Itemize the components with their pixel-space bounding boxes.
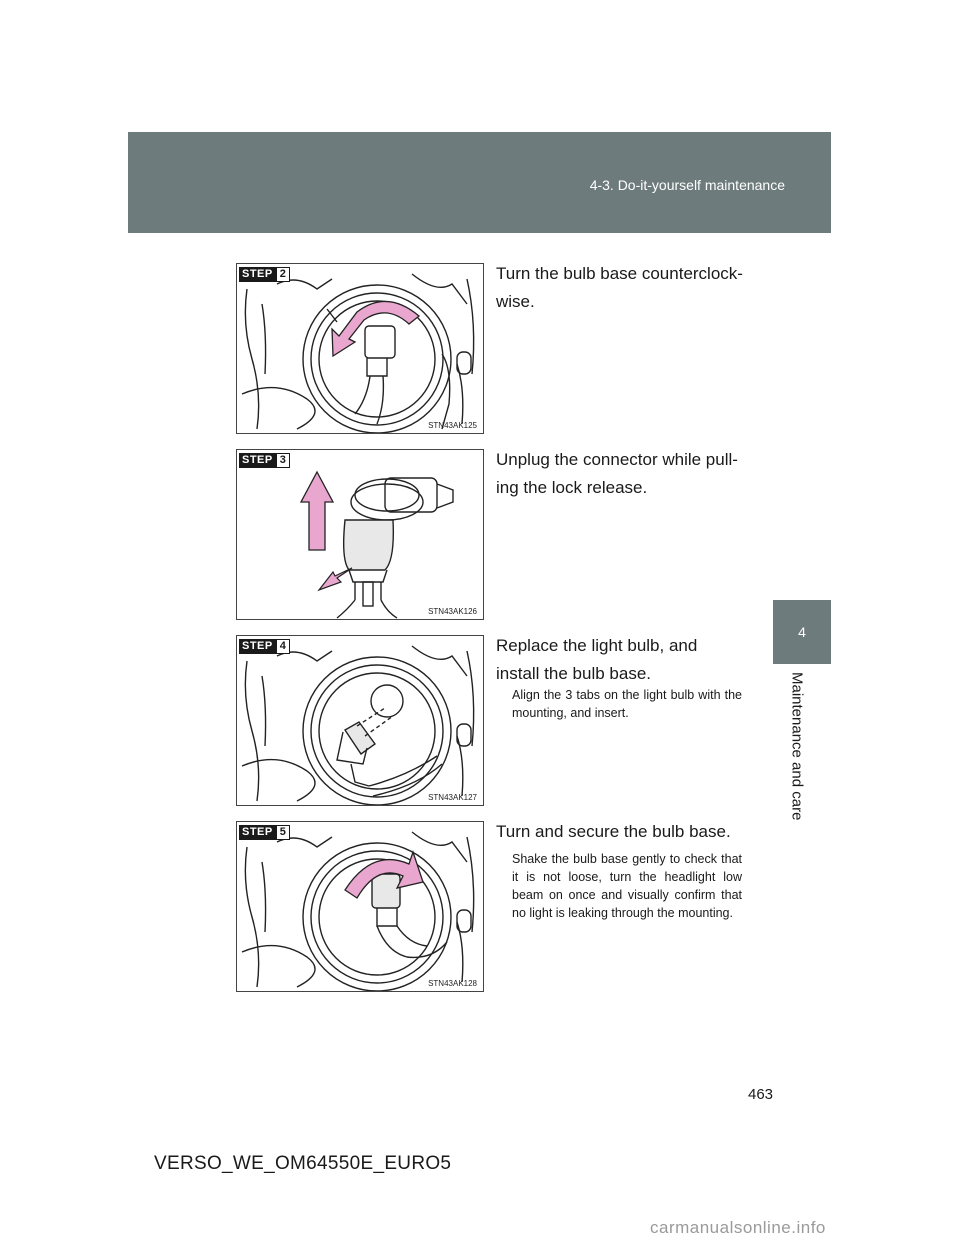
- step-badge: [239, 639, 290, 654]
- step-badge-label: STEP: [239, 825, 276, 840]
- step-badge-label: STEP: [239, 267, 276, 282]
- step-badge-number: 2: [276, 267, 290, 282]
- watermark: carmanualsonline.info: [650, 1218, 826, 1237]
- step-badge: [239, 453, 290, 468]
- headlight-bulb-illustration: [237, 264, 484, 434]
- step-5-illustration: [236, 821, 484, 992]
- step-2-instruction: Turn the bulb base counterclock-wise.: [496, 264, 743, 311]
- step-3-instruction: Unplug the connector while pull-ing the lock release.: [496, 450, 738, 497]
- step-2-illustration: [236, 263, 484, 434]
- step-4-note: Align the 3 tabs on the light bulb with the mounting, and insert.: [512, 688, 742, 720]
- step-badge-number: 3: [276, 453, 290, 468]
- bulb-install-illustration: [237, 636, 484, 806]
- step-4-instruction: Replace the light bulb, and install the bulb base.: [496, 636, 698, 683]
- chapter-number: 4: [798, 624, 806, 640]
- page-number: 463: [748, 1086, 774, 1103]
- image-code: STN43AK126: [428, 607, 477, 616]
- step-5-note: Shake the bulb base gently to check that it is not loose, turn the headlight low beam on once and visually confirm that no light is leaking through the mounting.: [512, 852, 742, 920]
- step-badge: [239, 825, 290, 840]
- section-header-band: [128, 132, 831, 233]
- document-code: VERSO_WE_OM64550E_EURO5: [154, 1153, 452, 1174]
- step-badge-label: STEP: [239, 639, 276, 654]
- chapter-tab: [773, 600, 831, 664]
- step-3-illustration: [236, 449, 484, 620]
- section-title: 4-3. Do-it-yourself maintenance: [589, 177, 785, 193]
- step-badge-label: STEP: [239, 453, 276, 468]
- image-code: STN43AK125: [428, 421, 477, 430]
- step-badge-number: 4: [276, 639, 290, 654]
- step-badge: [239, 267, 290, 282]
- image-code: STN43AK128: [428, 979, 477, 988]
- step-4-illustration: [236, 635, 484, 806]
- step-badge-number: 5: [276, 825, 290, 840]
- image-code: STN43AK127: [428, 793, 477, 802]
- chapter-label: Maintenance and care: [788, 672, 806, 821]
- step-5-instruction: Turn and secure the bulb base.: [496, 822, 731, 841]
- bulb-secure-illustration: [237, 822, 484, 992]
- connector-unplug-illustration: [237, 450, 484, 620]
